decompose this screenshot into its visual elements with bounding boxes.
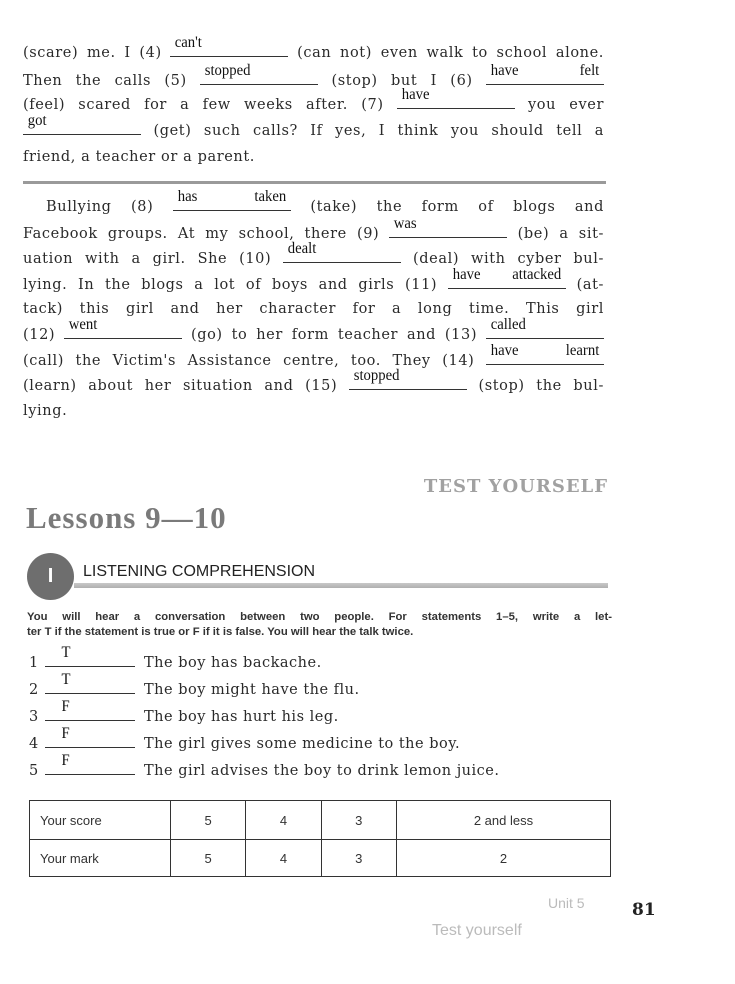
table-cell: 4	[246, 801, 321, 840]
handwritten-answer: have felt	[490, 62, 600, 79]
text-segment: (go) to her form teacher and (13)	[182, 327, 486, 343]
text-segment: (at-	[565, 277, 604, 293]
section-divider	[23, 181, 606, 184]
statement-number: 3	[29, 709, 39, 725]
text-segment: (take) the form of blogs and	[290, 199, 604, 215]
answer-blank[interactable]	[486, 316, 604, 339]
handwritten-answer: has taken	[177, 188, 287, 205]
statement-text: The boy has hurt his leg.	[144, 709, 339, 725]
table-cell: 5	[171, 801, 246, 840]
handwritten-answer: F	[61, 752, 70, 769]
text-segment: Facebook groups. At my school, there (9)	[23, 226, 390, 242]
handwritten-answer: called	[490, 316, 526, 333]
answer-blank[interactable]	[45, 644, 135, 667]
statement-item	[29, 752, 500, 780]
answer-blank[interactable]	[200, 62, 318, 85]
text-segment: (feel) scared for a few weeks after. (7)	[23, 97, 397, 113]
handwritten-answer: F	[61, 698, 70, 715]
text-segment: (stop) but I (6)	[318, 73, 486, 89]
text-segment: lying. In the blogs a lot of boys and girls (11)	[23, 277, 448, 293]
section-number-badge: I	[27, 553, 74, 600]
table-cell: 2	[396, 840, 610, 877]
handwritten-answer: have learnt	[490, 342, 600, 359]
table-cell: 5	[171, 840, 246, 877]
answer-blank[interactable]	[283, 240, 401, 263]
text-line	[23, 367, 604, 395]
handwritten-answer: dealt	[287, 240, 317, 257]
statement-number: 4	[29, 736, 39, 752]
answer-blank[interactable]	[170, 34, 288, 57]
answer-blank[interactable]	[23, 112, 141, 135]
answer-blank[interactable]	[397, 86, 515, 109]
text-line	[23, 62, 604, 90]
answer-blank[interactable]	[349, 367, 467, 390]
text-segment: friend, a teacher or a parent.	[23, 149, 255, 165]
test-yourself-heading: TEST YOURSELF	[423, 476, 608, 497]
statement-text: The girl advises the boy to drink lemon juice.	[144, 763, 500, 779]
table-cell: 3	[321, 840, 396, 877]
text-line	[23, 34, 604, 62]
instructions-line-1: You will hear a conversation between two people. For statements 1–5, write a let-	[27, 611, 612, 623]
footer-unit: Unit 5	[548, 895, 585, 911]
lessons-title: Lessons 9—10	[26, 500, 227, 535]
section-title-bar	[74, 583, 608, 588]
handwritten-answer: got	[27, 112, 47, 129]
answer-blank[interactable]	[486, 62, 604, 85]
handwritten-answer: was	[394, 215, 418, 232]
text-segment: (call) the Victim's Assistance centre, too. They (14)	[23, 353, 486, 369]
statement-text: The girl gives some medicine to the boy.	[144, 736, 461, 752]
handwritten-answer: F	[61, 725, 70, 742]
text-line	[23, 342, 604, 370]
handwritten-answer: stopped	[353, 367, 400, 384]
table-cell: 3	[321, 801, 396, 840]
page-number: 81	[632, 900, 656, 920]
section-title: LISTENING COMPREHENSION	[83, 563, 316, 580]
statement-item	[29, 725, 461, 753]
text-line	[23, 112, 604, 140]
answer-blank[interactable]	[45, 752, 135, 775]
text-segment: uation with a girl. She (10)	[23, 251, 284, 267]
table-cell: 4	[246, 840, 321, 877]
text-segment: tack) this girl and her character for a long time. This girl	[23, 301, 604, 317]
text-segment: Then the calls (5)	[23, 73, 201, 89]
answer-blank[interactable]	[45, 698, 135, 721]
table-cell: Your score	[30, 801, 171, 840]
statement-number: 1	[29, 655, 39, 671]
handwritten-answer: T	[61, 644, 71, 661]
answer-blank[interactable]	[45, 725, 135, 748]
statement-item	[29, 671, 360, 699]
text-line	[23, 147, 604, 167]
text-segment: Bullying (8)	[46, 199, 173, 215]
score-table	[29, 800, 611, 877]
table-row	[30, 840, 611, 877]
statement-item	[29, 644, 322, 672]
handwritten-answer: have attacked	[452, 266, 562, 283]
statement-text: The boy has backache.	[144, 655, 322, 671]
answer-blank[interactable]	[173, 188, 291, 211]
statement-number: 2	[29, 682, 39, 698]
statement-number: 5	[29, 763, 39, 779]
handwritten-answer: can't	[175, 34, 203, 51]
text-line	[23, 401, 604, 421]
footer-section: Test yourself	[432, 922, 522, 939]
answer-blank[interactable]	[389, 215, 507, 238]
table-cell: Your mark	[30, 840, 171, 877]
text-segment: (stop) the bul-	[466, 378, 604, 394]
text-segment: (learn) about her situation and (15)	[23, 378, 349, 394]
answer-blank[interactable]	[448, 266, 566, 289]
answer-blank[interactable]	[486, 342, 604, 365]
instructions-line-2: ter T if the statement is true or F if it is false. You will hear the talk twice.	[27, 626, 414, 638]
text-segment: (can not) even walk to school alone.	[288, 45, 604, 61]
text-segment: (get) such calls? If yes, I think you should tell a	[141, 123, 604, 139]
text-segment: (scare) me. I (4)	[23, 45, 171, 61]
text-segment: lying.	[23, 403, 68, 419]
text-line	[23, 266, 604, 294]
answer-blank[interactable]	[64, 316, 182, 339]
handwritten-answer: T	[61, 671, 71, 688]
handwritten-answer: went	[68, 316, 98, 333]
handwritten-answer: have	[401, 86, 430, 103]
table-cell: 2 and less	[396, 801, 610, 840]
statement-text: The boy might have the flu.	[144, 682, 360, 698]
statement-item	[29, 698, 339, 726]
text-segment: (12)	[23, 327, 65, 343]
text-segment: (be) a sit-	[507, 226, 604, 242]
text-segment: you ever	[514, 97, 604, 113]
table-row	[30, 801, 611, 840]
text-line	[46, 188, 604, 216]
answer-blank[interactable]	[45, 671, 135, 694]
handwritten-answer: stopped	[204, 62, 251, 79]
text-segment: (deal) with cyber bul-	[401, 251, 604, 267]
